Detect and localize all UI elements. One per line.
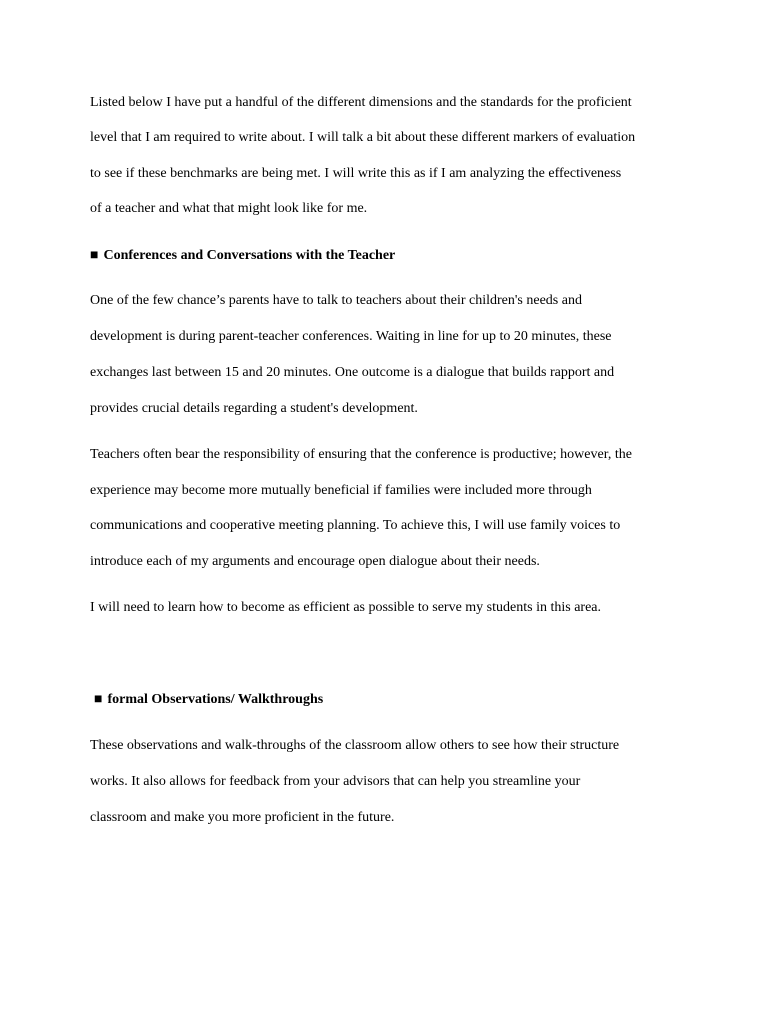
paragraph-line: These observations and walk-throughs of the classroom allow others to see how their structure — [90, 738, 620, 753]
paragraph-line: provides crucial details regarding a student's development. — [90, 401, 418, 416]
paragraph-line: introduce each of my arguments and encourage open dialogue about their needs. — [90, 554, 540, 569]
paragraph-line: experience may become more mutually beneficial if families were included more through — [90, 483, 592, 498]
section-heading-text: Conferences and Conversations with the Teacher — [103, 248, 396, 263]
paragraph-line: One of the few chance’s parents have to talk to teachers about their children's needs and — [90, 293, 582, 308]
section-heading-observations — [94, 691, 323, 709]
section-heading-conferences — [90, 247, 395, 265]
section-heading-text: formal Observations/ Walkthroughs — [107, 692, 324, 707]
paragraph-line: works. It also allows for feedback from your advisors that can help you streamline your — [90, 774, 581, 789]
intro-line: level that I am required to write about. I will talk a bit about these different markers of evaluation — [90, 130, 636, 145]
paragraph-line: I will need to learn how to become as efficient as possible to serve my students in this area. — [90, 600, 601, 615]
paragraph-line: exchanges last between 15 and 20 minutes. One outcome is a dialogue that builds rapport and — [90, 365, 615, 380]
paragraph-line: communications and cooperative meeting planning. To achieve this, I will use family voices to — [90, 518, 621, 533]
intro-line: of a teacher and what that might look like for me. — [90, 201, 368, 216]
square-bullet-icon: ■ — [90, 248, 99, 263]
intro-line: Listed below I have put a handful of the different dimensions and the standards for the proficient — [90, 95, 632, 110]
paragraph-line: Teachers often bear the responsibility of ensuring that the conference is productive; however, the — [90, 447, 632, 462]
intro-line: to see if these benchmarks are being met. I will write this as if I am analyzing the effectiveness — [90, 166, 622, 181]
paragraph-line: development is during parent-teacher conferences. Waiting in line for up to 20 minutes, these — [90, 329, 612, 344]
paragraph-line: classroom and make you more proficient in the future. — [90, 810, 395, 825]
square-bullet-icon: ■ — [94, 692, 103, 707]
